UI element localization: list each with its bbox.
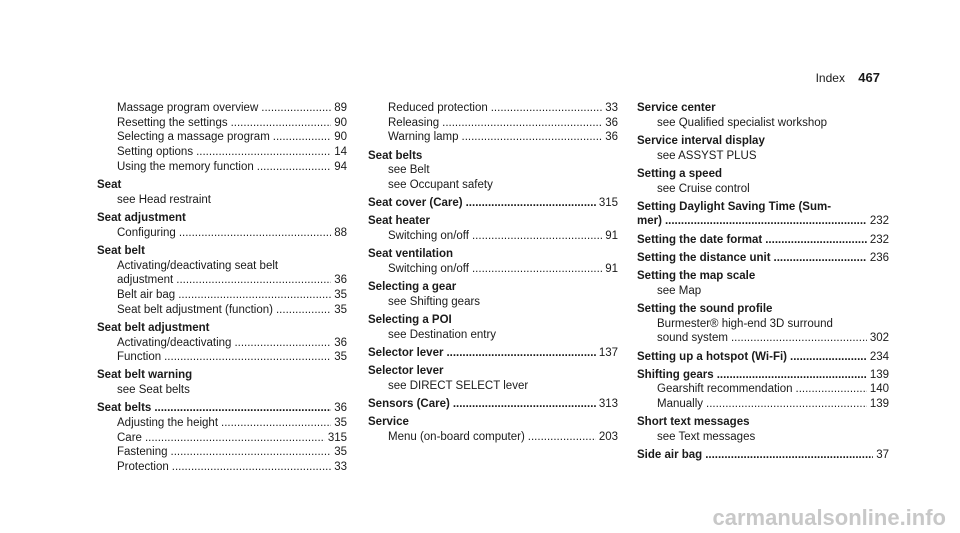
index-entry [637,415,889,444]
page-ref[interactable]: 36 [605,116,618,129]
index-subentry[interactable] [97,273,347,288]
index-heading[interactable] [637,350,889,365]
subentry-text: Adjusting the height [117,417,219,430]
index-subentry[interactable] [637,430,889,445]
page-header [816,70,880,85]
heading-text[interactable]: Shifting gears [637,368,714,381]
index-heading[interactable] [97,211,347,226]
index-subentry[interactable] [637,149,889,164]
index-subentry[interactable] [637,182,889,197]
index-subentry[interactable] [97,288,347,303]
index-column-1 [97,101,347,475]
leader-dots [172,460,331,475]
leader-dots [665,214,867,229]
heading-text[interactable]: Selector lever [368,365,444,378]
index-subentry[interactable] [637,284,889,299]
index-entry [97,244,347,318]
index-entry [637,302,889,346]
index-heading[interactable] [637,134,889,149]
subentry-text: see Destination entry [388,328,497,341]
index-heading[interactable] [97,321,347,336]
index-heading[interactable] [368,149,618,164]
leader-dots [790,350,867,365]
index-subentry[interactable] [368,295,618,310]
index-entry [637,448,889,463]
index-entry [368,364,618,393]
subentry-text: see Text messages [657,431,756,444]
page-ref[interactable]: 35 [334,288,347,301]
page-ref[interactable]: 33 [605,102,618,114]
leader-dots [796,382,867,397]
subentry-text: see Belt [388,164,430,177]
index-heading[interactable] [637,368,889,383]
page-ref[interactable]: 91 [605,230,618,243]
index-heading[interactable] [368,214,618,229]
index-entry [368,346,618,361]
subentry-text: see ASSYST PLUS [657,149,757,162]
index-entry [97,211,347,240]
index-heading[interactable] [637,448,889,463]
leader-dots [196,145,331,160]
index-heading[interactable] [637,251,889,266]
leader-dots [276,303,331,318]
index-subentry[interactable] [97,303,347,318]
leader-dots [178,288,331,303]
index-entry [637,269,889,298]
heading-text[interactable]: Seat belts [97,402,152,415]
subentry-text: Menu (on-board computer) [388,431,525,444]
index-subentry[interactable] [368,178,618,193]
subentry-text: Releasing [388,116,440,129]
page-ref[interactable]: 35 [334,303,347,316]
heading-text[interactable]: Selecting a POI [368,314,452,327]
subentry-text: Using the memory function [117,160,254,173]
subentry-text: Belt air bag [117,288,176,301]
index-heading[interactable] [637,269,889,284]
index-heading[interactable] [368,415,618,430]
leader-dots [706,397,867,412]
index-heading[interactable] [368,313,618,328]
index-entry [97,368,347,397]
index-subentry[interactable] [368,229,618,244]
index-entry [97,178,347,207]
heading-text[interactable]: Seat ventilation [368,248,453,261]
index-subentry[interactable] [97,101,347,116]
subentry-text: Switching on/off [388,263,469,276]
index-subentry[interactable] [97,130,347,145]
heading-text[interactable]: Sensors (Care) [368,398,450,411]
leader-dots [765,233,867,248]
heading-text[interactable]: Seat cover (Care) [368,197,463,210]
subentry-text: Switching on/off [388,230,469,243]
subentry-text: Seat belt adjustment (function) [117,303,273,316]
index-entry [368,214,618,243]
index-subentry[interactable] [97,445,347,460]
index-heading[interactable] [368,364,618,379]
index-subentry[interactable] [368,379,618,394]
subentry-text: see Qualified specialist workshop [657,116,828,129]
page-ref[interactable]: 140 [869,383,889,396]
heading-text[interactable]: Setting the sound profile [637,302,773,315]
subentry-text: Protection [117,461,169,474]
leader-dots [231,116,332,131]
heading-text[interactable]: Seat belt warning [97,369,193,382]
page-ref[interactable]: 139 [869,368,889,381]
index-entry [97,401,347,475]
index-subentry[interactable] [637,317,889,332]
leader-dots [453,397,596,412]
heading-text[interactable]: Setting a speed [637,167,722,180]
subentry-text: adjustment [117,274,174,287]
page-ref[interactable]: 89 [334,102,347,114]
heading-text[interactable]: Seat belt adjustment [97,321,210,334]
index-entry [368,149,618,193]
subentry-text: sound system [657,332,728,345]
index-subentry[interactable] [97,160,347,175]
index-subentry[interactable] [368,328,618,343]
subentry-text: Massage program overview [117,102,259,114]
index-subentry[interactable] [368,116,618,131]
subentry-text: Resetting the settings [117,116,228,129]
subentry-text: Reduced protection [388,102,488,114]
index-subentry[interactable] [97,460,347,475]
index-heading[interactable] [97,244,347,259]
heading-text[interactable]: Seat adjustment [97,211,186,224]
page-ref[interactable]: 36 [605,131,618,144]
heading-text[interactable]: Service center [637,102,716,114]
heading-text[interactable]: Setting the map scale [637,270,756,283]
index-subentry[interactable] [368,101,618,116]
index-entry [97,101,347,175]
page-ref[interactable]: 236 [869,251,889,264]
leader-dots [472,262,602,277]
index-subentry[interactable] [637,397,889,412]
page-ref[interactable]: 14 [334,146,347,159]
leader-dots [491,101,602,116]
index-entry [368,196,618,211]
index-heading[interactable] [368,397,618,412]
page-ref[interactable]: 36 [334,336,347,349]
page-ref[interactable]: 88 [334,226,347,239]
page-ref[interactable]: 315 [327,431,347,444]
heading-text[interactable]: Selecting a gear [368,281,457,294]
subentry-text: Setting options [117,146,194,159]
index-entry [637,233,889,248]
subentry-text: see DIRECT SELECT lever [388,379,529,392]
page-ref[interactable]: 315 [598,197,618,210]
page-ref[interactable]: 33 [334,461,347,474]
heading-text[interactable]: Short text messages [637,416,750,429]
leader-dots [446,346,595,361]
index-column-3 [637,101,889,463]
heading-text[interactable]: Seat heater [368,215,431,228]
index-heading[interactable] [637,233,889,248]
index-subentry[interactable] [637,331,889,346]
subentry-text: Care [117,431,142,444]
index-heading[interactable] [368,247,618,262]
heading-text[interactable]: Setting the date format [637,233,763,246]
index-subentry[interactable] [97,116,347,131]
subentry-text: Function [117,351,162,364]
subentry-text: Fastening [117,446,168,459]
page-ref[interactable]: 37 [876,449,889,462]
page-ref[interactable]: 35 [334,417,347,430]
heading-text[interactable]: Service [368,416,409,429]
index-entry [637,101,889,130]
subentry-text: Gearshift recommendation [657,383,793,396]
index-entry [368,280,618,309]
leader-dots [466,196,596,211]
heading-text[interactable]: Setting Daylight Saving Time (Sum- [637,200,832,213]
leader-dots [774,251,867,266]
index-subentry[interactable] [97,383,347,398]
index-entry [637,167,889,196]
leader-dots [462,130,603,145]
index-entry [368,247,618,276]
page-ref[interactable]: 232 [869,233,889,246]
subentry-text: Burmester® high-end 3D surround [657,317,833,330]
index-heading[interactable] [97,401,347,416]
page-ref[interactable]: 302 [869,332,889,345]
index-subentry[interactable] [97,350,347,365]
header-title: Index [815,71,845,85]
index-heading[interactable] [637,200,889,215]
index-subentry[interactable] [368,130,618,145]
heading-text[interactable]: mer) [637,215,662,228]
leader-dots [257,160,331,175]
index-entry [368,397,618,412]
index-entry [368,101,618,145]
index-entry [637,350,889,365]
index-heading[interactable] [637,214,889,229]
index-entry [97,321,347,365]
leader-dots [164,350,331,365]
leader-dots [261,101,331,116]
index-heading[interactable] [637,415,889,430]
index-subentry[interactable] [368,163,618,178]
index-entry [368,313,618,342]
index-subentry[interactable] [637,116,889,131]
index-subentry[interactable] [97,226,347,241]
subentry-text: see Head restraint [117,193,211,206]
index-entry [637,251,889,266]
index-subentry[interactable] [97,259,347,274]
page-ref[interactable]: 35 [334,351,347,364]
page-ref[interactable]: 94 [334,160,347,173]
page-ref[interactable]: 203 [598,431,618,444]
index-heading[interactable] [637,101,889,116]
page-ref[interactable]: 234 [869,350,889,363]
index-subentry[interactable] [97,431,347,446]
index-entry [637,134,889,163]
heading-text[interactable]: Service interval display [637,134,765,147]
leader-dots [472,229,602,244]
subentry-text: see Seat belts [117,384,190,397]
subentry-text: Warning lamp [388,131,459,144]
heading-text[interactable]: Seat belt [97,244,145,257]
page-ref[interactable]: 90 [334,131,347,144]
index-heading[interactable] [637,302,889,317]
page-ref[interactable]: 137 [598,347,618,360]
index-heading[interactable] [368,346,618,361]
index-subentry[interactable] [637,382,889,397]
index-subentry[interactable] [368,430,618,445]
index-subentry[interactable] [368,262,618,277]
index-subentry[interactable] [97,145,347,160]
leader-dots [176,273,331,288]
index-subentry[interactable] [97,193,347,208]
heading-text[interactable]: Side air bag [637,449,703,462]
leader-dots [171,445,332,460]
index-subentry[interactable] [97,336,347,351]
watermark: carmanualsonline.info [712,505,946,530]
leader-dots [731,331,867,346]
heading-text[interactable]: Setting up a hotspot (Wi-Fi) [637,350,788,363]
subentry-text: Activating/deactivating [117,336,232,349]
leader-dots [221,416,331,431]
index-entry [637,368,889,412]
page-ref[interactable]: 36 [334,274,347,287]
page-ref[interactable]: 35 [334,446,347,459]
page-ref[interactable]: 90 [334,116,347,129]
subentry-text: Activating/deactivating seat belt [117,259,279,272]
page-number: 467 [858,70,880,85]
subentry-text: see Shifting gears [388,295,481,308]
index-heading[interactable] [637,167,889,182]
leader-dots [234,336,331,351]
heading-text[interactable]: Setting the distance unit [637,251,771,264]
page-ref[interactable]: 313 [598,398,618,411]
index-entry [637,200,889,229]
subentry-text: see Map [657,284,702,297]
index-heading[interactable] [97,368,347,383]
index-column-2 [368,101,618,445]
subentry-text: see Occupant safety [388,179,493,192]
index-heading[interactable] [368,196,618,211]
leader-dots [717,368,867,383]
index-entry [368,415,618,444]
index-heading[interactable] [368,280,618,295]
page-ref[interactable]: 91 [605,263,618,276]
leader-dots [179,226,331,241]
page-ref[interactable]: 139 [869,398,889,411]
leader-dots [442,116,602,131]
index-heading[interactable] [97,178,347,193]
leader-dots [154,401,331,416]
leader-dots [273,130,331,145]
leader-dots [705,448,873,463]
subentry-text: Manually [657,398,704,411]
page-ref[interactable]: 36 [334,402,347,415]
leader-dots [528,430,596,445]
page-ref[interactable]: 232 [869,215,889,228]
heading-text[interactable]: Seat belts [368,149,423,162]
heading-text[interactable]: Seat [97,179,122,192]
subentry-text: see Cruise control [657,182,750,195]
heading-text[interactable]: Selector lever [368,347,444,360]
subentry-text: Selecting a massage program [117,131,270,144]
index-subentry[interactable] [97,416,347,431]
leader-dots [145,431,325,446]
subentry-text: Configuring [117,226,176,239]
